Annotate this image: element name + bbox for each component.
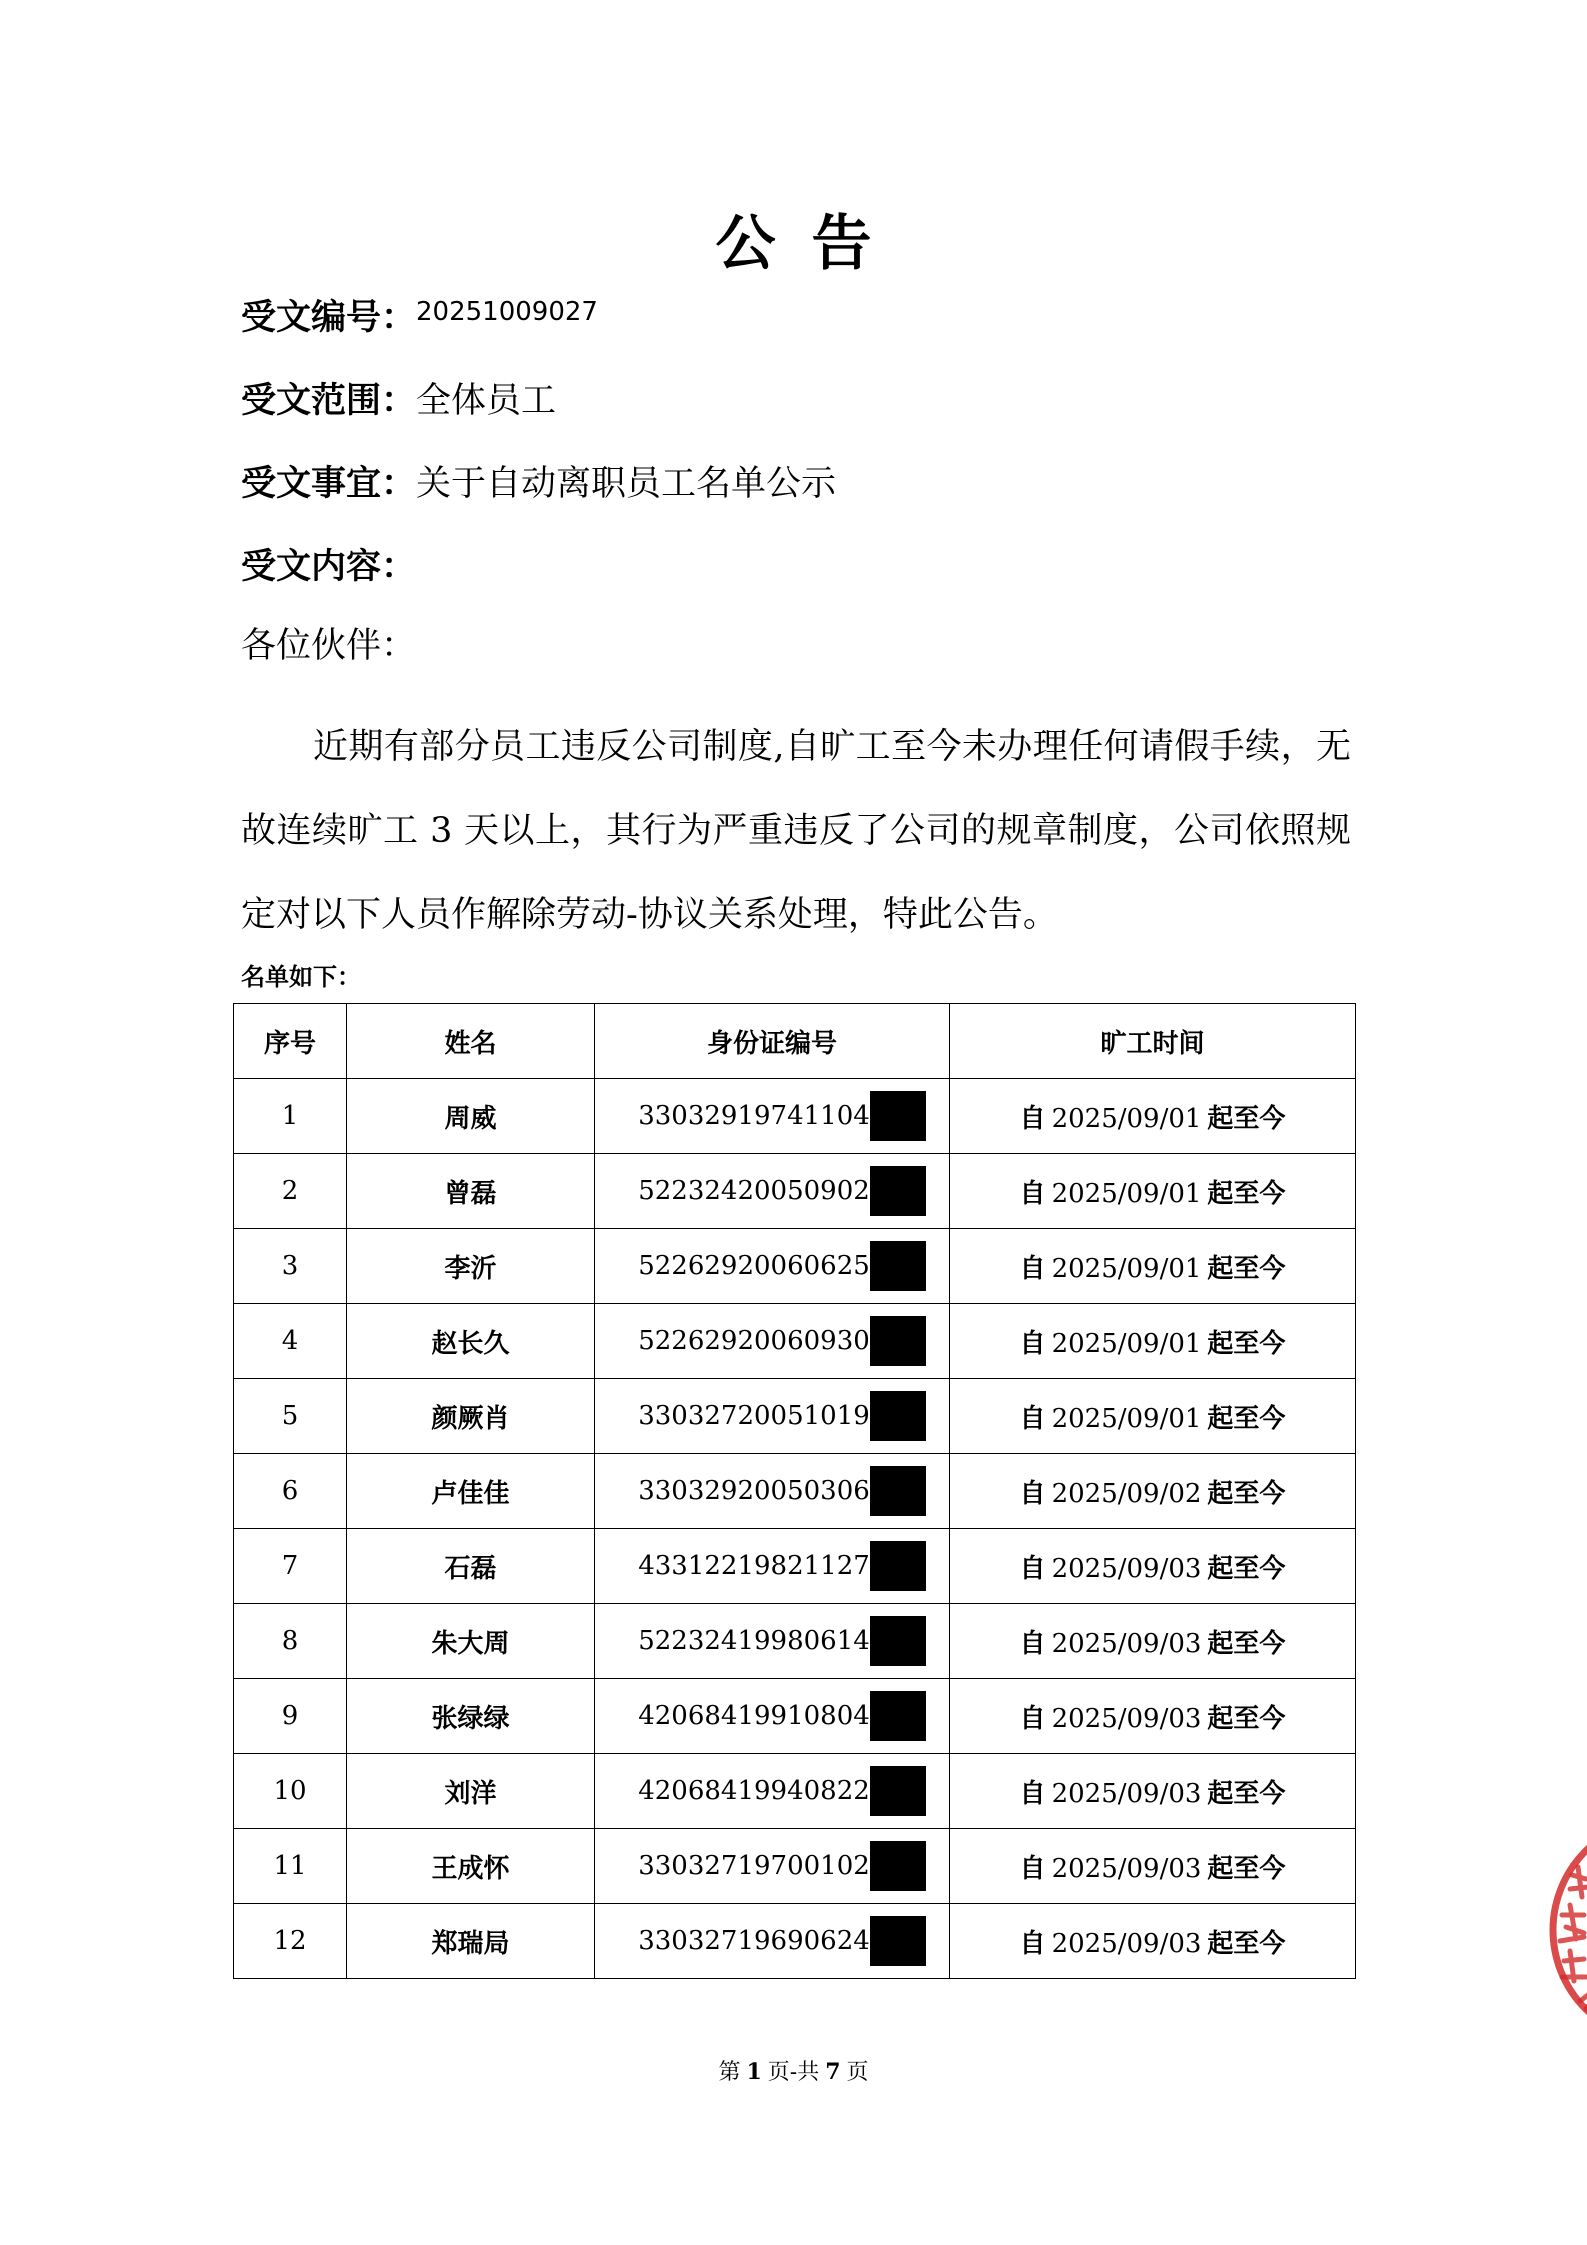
meta-value: 20251009027 (416, 297, 598, 327)
cell-seq: 8 (234, 1604, 347, 1679)
cell-seq: 1 (234, 1079, 347, 1154)
meta-content (241, 545, 416, 589)
cell-seq: 12 (234, 1904, 347, 1979)
cell-absence-time (950, 1454, 1356, 1529)
absence-date: 2025/09/03 (1051, 1553, 1202, 1584)
table-row (234, 1454, 1356, 1529)
id-number-group (638, 1091, 926, 1141)
id-number-visible: 52262920060930 (638, 1326, 870, 1356)
date-prefix: 自 (1019, 1928, 1046, 1959)
id-number-group (638, 1541, 926, 1591)
greeting: 各位伙伴： (241, 626, 417, 666)
date-suffix: 起至今 (1207, 1628, 1286, 1659)
table-header-row (234, 1004, 1356, 1079)
redaction-box (870, 1691, 926, 1741)
cell-id-number (595, 1754, 950, 1829)
cell-name: 卢佳佳 (347, 1454, 595, 1529)
date-prefix: 自 (1019, 1478, 1046, 1509)
absence-date: 2025/09/01 (1051, 1253, 1202, 1284)
page-footer (0, 2055, 1587, 2086)
cell-absence-time (950, 1679, 1356, 1754)
id-number-visible: 43312219821127 (638, 1551, 870, 1581)
meta-label: 受文编号： (241, 297, 417, 338)
cell-id-number (595, 1229, 950, 1304)
table-row (234, 1754, 1356, 1829)
cell-name: 刘洋 (347, 1754, 595, 1829)
date-suffix: 起至今 (1207, 1328, 1286, 1359)
footer-middle: 页-共 (767, 2060, 820, 2085)
cell-absence-time (950, 1529, 1356, 1604)
date-suffix: 起至今 (1207, 1178, 1286, 1209)
redaction-box (870, 1316, 926, 1366)
redaction-box (870, 1916, 926, 1966)
cell-name: 郑瑞局 (347, 1904, 595, 1979)
redaction-box (870, 1541, 926, 1591)
table-row (234, 1904, 1356, 1979)
table-row (234, 1529, 1356, 1604)
cell-name: 曾磊 (347, 1154, 595, 1229)
table-row (234, 1604, 1356, 1679)
cell-name: 周威 (347, 1079, 595, 1154)
redaction-box (870, 1166, 926, 1216)
date-suffix: 起至今 (1207, 1778, 1286, 1809)
date-prefix: 自 (1019, 1403, 1046, 1434)
date-prefix: 自 (1019, 1703, 1046, 1734)
absence-date: 2025/09/01 (1051, 1103, 1202, 1134)
id-number-visible: 52232420050902 (638, 1176, 870, 1206)
header-name: 姓名 (347, 1004, 595, 1079)
date-prefix: 自 (1019, 1328, 1046, 1359)
cell-absence-time (950, 1154, 1356, 1229)
cell-absence-time (950, 1904, 1356, 1979)
cell-id-number (595, 1604, 950, 1679)
header-seq: 序号 (234, 1004, 347, 1079)
cell-seq: 10 (234, 1754, 347, 1829)
absence-date: 2025/09/01 (1051, 1403, 1202, 1434)
id-number-visible: 33032920050306 (638, 1476, 870, 1506)
table-row (234, 1154, 1356, 1229)
id-number-visible: 42068419910804 (638, 1701, 870, 1731)
absence-date: 2025/09/02 (1051, 1478, 1202, 1509)
header-absence-time: 旷工时间 (950, 1004, 1356, 1079)
cell-id-number (595, 1379, 950, 1454)
cell-absence-time (950, 1379, 1356, 1454)
date-prefix: 自 (1019, 1253, 1046, 1284)
table-row (234, 1829, 1356, 1904)
cell-id-number (595, 1904, 950, 1979)
footer-prefix: 第 (718, 2060, 741, 2085)
absence-date: 2025/09/01 (1051, 1178, 1202, 1209)
date-suffix: 起至今 (1207, 1853, 1286, 1884)
date-suffix: 起至今 (1207, 1928, 1286, 1959)
redaction-box (870, 1391, 926, 1441)
header-id-number: 身份证编号 (595, 1004, 950, 1079)
table-row (234, 1079, 1356, 1154)
body-paragraph: 近期有部分员工违反公司制度,自旷工至今未办理任何请假手续，无故连续旷工 3 天以上，其行为严重违反了公司的规章制度，公司依照规定对以下人员作解除劳动-协议关系处理，特此公告。 (241, 727, 1351, 935)
cell-seq: 9 (234, 1679, 347, 1754)
cell-absence-time (950, 1604, 1356, 1679)
table-row (234, 1679, 1356, 1754)
id-number-group (638, 1466, 926, 1516)
table-row (234, 1379, 1356, 1454)
cell-id-number (595, 1304, 950, 1379)
date-prefix: 自 (1019, 1853, 1046, 1884)
redaction-box (870, 1766, 926, 1816)
cell-id-number (595, 1154, 950, 1229)
meta-label: 受文事宜： (241, 463, 417, 504)
cell-seq: 11 (234, 1829, 347, 1904)
id-number-visible: 33032720051019 (638, 1401, 870, 1431)
id-number-visible: 33032719690624 (638, 1926, 870, 1956)
date-prefix: 自 (1019, 1628, 1046, 1659)
cell-name: 王成怀 (347, 1829, 595, 1904)
id-number-group (638, 1391, 926, 1441)
id-number-group (638, 1241, 926, 1291)
redaction-box (870, 1841, 926, 1891)
footer-current-page: 1 (746, 2059, 762, 2085)
date-suffix: 起至今 (1207, 1553, 1286, 1584)
date-suffix: 起至今 (1207, 1403, 1286, 1434)
date-prefix: 自 (1019, 1103, 1046, 1134)
absence-date: 2025/09/03 (1051, 1853, 1202, 1884)
redaction-box (870, 1616, 926, 1666)
meta-value: 关于自动离职员工名单公示 (416, 464, 837, 504)
id-number-visible: 33032919741104 (638, 1101, 870, 1131)
absence-date: 2025/09/03 (1051, 1928, 1202, 1959)
meta-label: 受文内容： (241, 546, 417, 587)
absence-date: 2025/09/03 (1051, 1628, 1202, 1659)
table-body (234, 1079, 1356, 1979)
cell-seq: 4 (234, 1304, 347, 1379)
employee-table (233, 1003, 1356, 1979)
id-number-group (638, 1916, 926, 1966)
date-prefix: 自 (1019, 1553, 1046, 1584)
cell-id-number (595, 1079, 950, 1154)
cell-seq: 2 (234, 1154, 347, 1229)
cell-seq: 7 (234, 1529, 347, 1604)
date-suffix: 起至今 (1207, 1103, 1286, 1134)
cell-name: 颜厥肖 (347, 1379, 595, 1454)
id-number-group (638, 1316, 926, 1366)
date-prefix: 自 (1019, 1778, 1046, 1809)
cell-absence-time (950, 1229, 1356, 1304)
absence-date: 2025/09/01 (1051, 1328, 1202, 1359)
cell-name: 赵长久 (347, 1304, 595, 1379)
document-title: 公告 (715, 209, 908, 279)
meta-subject (241, 462, 836, 506)
cell-absence-time (950, 1829, 1356, 1904)
meta-doc-number (241, 296, 598, 340)
id-number-group (638, 1616, 926, 1666)
cell-name: 李沂 (347, 1229, 595, 1304)
date-suffix: 起至今 (1207, 1478, 1286, 1509)
footer-suffix: 页 (846, 2060, 869, 2085)
cell-absence-time (950, 1304, 1356, 1379)
absence-date: 2025/09/03 (1051, 1778, 1202, 1809)
cell-name: 朱大周 (347, 1604, 595, 1679)
redaction-box (870, 1091, 926, 1141)
cell-seq: 6 (234, 1454, 347, 1529)
date-suffix: 起至今 (1207, 1253, 1286, 1284)
id-number-visible: 33032719700102 (638, 1851, 870, 1881)
table-row (234, 1304, 1356, 1379)
meta-label: 受文范围： (241, 380, 417, 421)
table-row (234, 1229, 1356, 1304)
date-suffix: 起至今 (1207, 1703, 1286, 1734)
id-number-group (638, 1691, 926, 1741)
id-number-group (638, 1766, 926, 1816)
id-number-group (638, 1166, 926, 1216)
date-prefix: 自 (1019, 1178, 1046, 1209)
absence-date: 2025/09/03 (1051, 1703, 1202, 1734)
id-number-visible: 52262920060625 (638, 1251, 870, 1281)
list-label: 名单如下： (241, 962, 361, 991)
id-number-visible: 42068419940822 (638, 1776, 870, 1806)
meta-value: 全体员工 (416, 381, 557, 421)
id-number-group (638, 1841, 926, 1891)
redaction-box (870, 1466, 926, 1516)
id-number-visible: 52232419980614 (638, 1626, 870, 1656)
cell-id-number (595, 1454, 950, 1529)
redaction-box (870, 1241, 926, 1291)
cell-id-number (595, 1529, 950, 1604)
cell-name: 张绿绿 (347, 1679, 595, 1754)
footer-total-pages: 7 (825, 2059, 841, 2085)
cell-seq: 3 (234, 1229, 347, 1304)
cell-absence-time (950, 1079, 1356, 1154)
company-seal (1540, 1805, 1587, 2055)
cell-seq: 5 (234, 1379, 347, 1454)
cell-absence-time (950, 1754, 1356, 1829)
cell-name: 石磊 (347, 1529, 595, 1604)
cell-id-number (595, 1679, 950, 1754)
meta-scope (241, 379, 556, 423)
cell-id-number (595, 1829, 950, 1904)
